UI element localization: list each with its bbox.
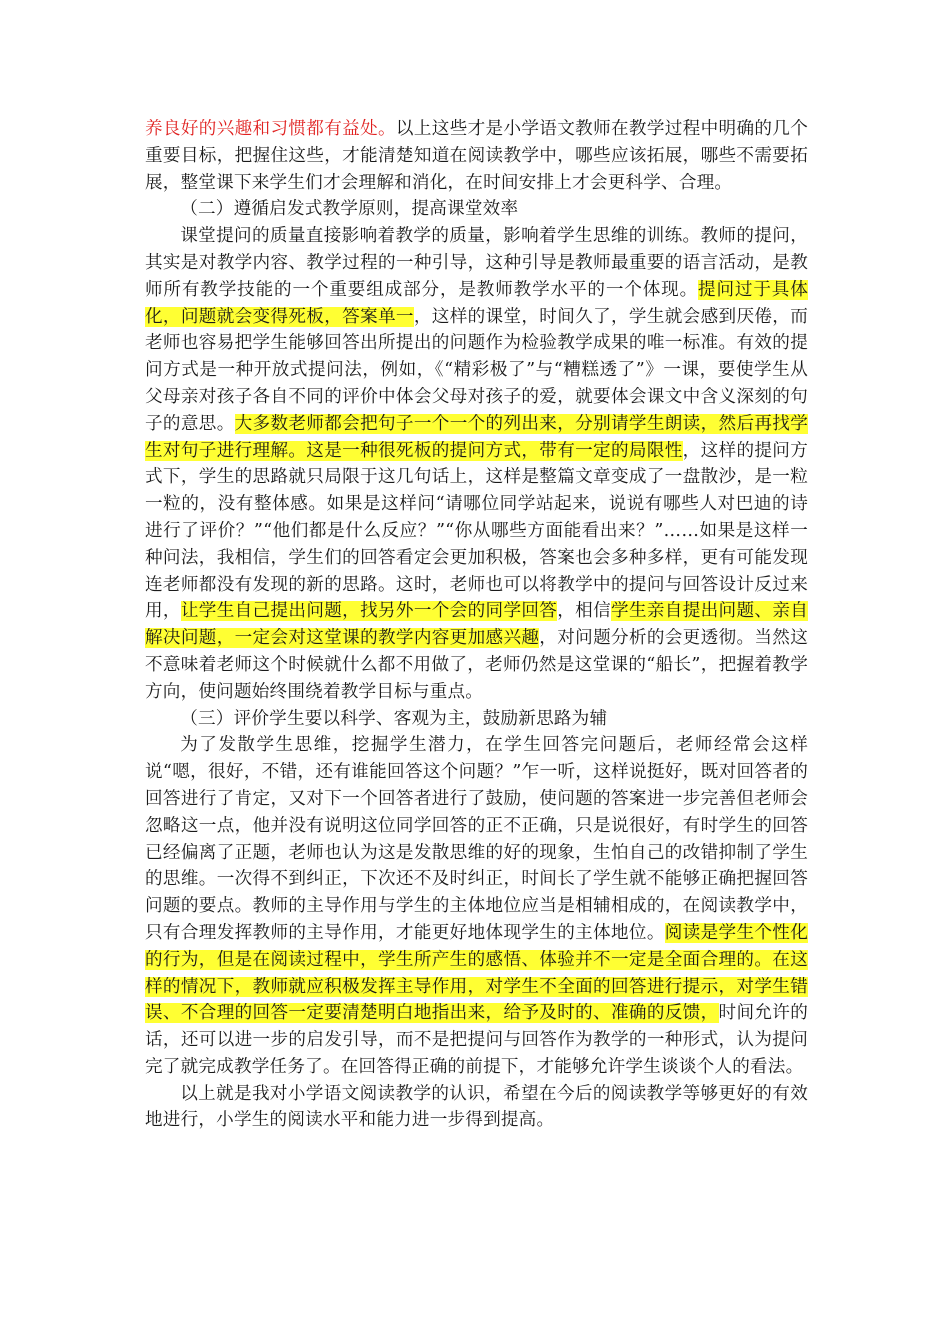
paragraph-evaluation (145, 732, 808, 1080)
paragraph-intro (145, 116, 808, 196)
red-text: 养良好的兴趣和习惯都有益处。 (145, 119, 396, 139)
paragraph-text: 时间允许的话，还可以进一步的启发引导，而不是把提问与回答作为教学的一种形式，认为提问完了就完成教学任务了。在回答得正确的前提下，才能够允许学生谈谈个人的看法。 (145, 1003, 808, 1077)
paragraph-text: 以上这些才是小学语文教师在教学过程中明确的几个重要目标，把握住这些，才能清楚知道在阅读教学中，哪些应该拓展，哪些不需要拓展，整堂课下来学生们才会理解和消化，在时间安排上才会更科学、合理。 (145, 119, 808, 193)
paragraph-text: ，这样的提问方式下，学生的思路就只局限于这几句话上，这样是整篇文章变成了一盘散沙，是一粒一粒的，没有整体感。如果是这样问“请哪位同学站起来，说说有哪些人对巴迪的诗进行了评价？”“他们都是什么反应？”“你从哪些方面能看出来？”……如果是这样一种问法，我相信，学生们的回答看定会更加积极，答案也会多种多样，更有可能发现连老师都没有发现的新的思路。这时，老师也可以将教学中的提问与回答设计反过来用， (145, 440, 808, 622)
section-heading-3: （三）评价学生要以科学、客观为主，鼓励新思路为辅 (180, 708, 608, 729)
section-heading-2: （二）遵循启发式教学原则，提高课堂效率 (180, 199, 519, 220)
paragraph-text: ，这样的课堂，时间久了，学生就会感到厌倦，而老师也容易把学生能够回答出所提出的问题作为检验教学成果的唯一标准。有效的提问方式是一种开放式提问法，例如，《“精彩极了”与“糟糕透了”》一课，要使学生从父母亲对孩子各自不同的评价中体会父母对孩子的爱，就要体会课文中含义深刻的句子的意思。 (145, 306, 808, 434)
highlighted-text: 提问过于具体化，问题就会变得死板，答案单一 (145, 279, 808, 327)
highlighted-text: 阅读是学生个性化的行为，但是在阅读过程中，学生所产生的感悟、体验并不一定是全面合理的。在这样的情况下，教师就应积极发挥主导作用，对学生不全面的回答进行提示，对学生错误、不合理的回答一定要清楚明白地指出来，给予及时的、准确的反馈， (145, 922, 808, 1024)
document-body (145, 116, 808, 1134)
highlighted-text: 学生亲自提出问题、亲自解决问题，一定会对这堂课的教学内容更加感兴趣 (145, 601, 809, 649)
highlighted-text: 大多数老师都会把句子一个一个的列出来，分别请学生朗读，然后再找学生对句子进行理解。这是一种很死板的提问方式，带有一定的局限性 (145, 413, 808, 461)
paragraph-text: 课堂提问的质量直接影响着教学的质量，影响着学生思维的训练。教师的提问，其实是对教学内容、教学过程的一种引导，这种引导是教师最重要的语言活动，是教师所有教学技能的一个重要组成部分，是教师教学水平的一个体现。 (145, 226, 808, 300)
paragraph-text: 为了发散学生思维，挖掘学生潜力，在学生回答完问题后，老师经常会这样说“嗯，很好，不错，还有谁能回答这个问题？”乍一听，这样说挺好，既对回答者的回答进行了肯定，又对下一个回答者进行了鼓励，使问题的答案进一步完善但老师会忽略这一点，他并没有说明这位同学回答的正不正确，只是说很好，有时学生的回答已经偏离了正题，老师也认为这是发散思维的好的现象，生怕自己的改错抑制了学生的思维。一次得不到纠正，下次还不及时纠正，时间长了学生就不能够正确把握回答问题的要点。教师的主导作用与学生的主体地位应当是相辅相成的，在阅读教学中，只有合理发挥教师的主导作用，才能更好地体现学生的主体地位。 (145, 735, 808, 943)
highlighted-text: 让学生自己提出问题，找另外一个会的同学回答 (180, 601, 558, 622)
paragraph-text: ，对问题分析的会更透彻。当然这不意味着老师这个时候就什么都不用做了，老师仍然是这堂课的“船长”，把握着教学方向，使问题始终围绕着教学目标与重点。 (145, 628, 808, 702)
paragraph-text: ，相信 (557, 601, 612, 622)
paragraph-conclusion: 以上就是我对小学语文阅读教学的认识，希望在今后的阅读教学等够更好的有效地进行，小学生的阅读水平和能力进一步得到提高。 (145, 1083, 808, 1131)
paragraph-questioning (145, 223, 808, 705)
